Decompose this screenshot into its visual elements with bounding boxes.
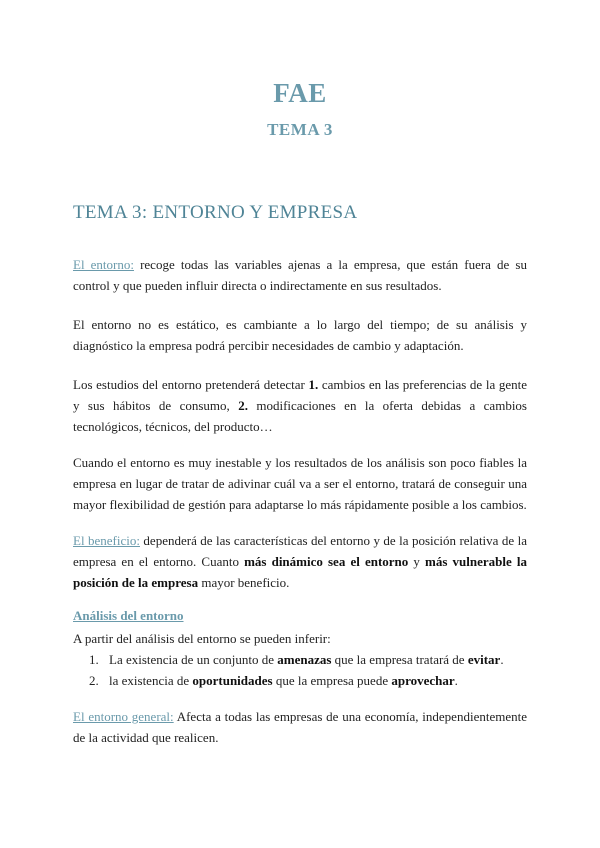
list-item: [73, 649, 527, 670]
paragraph-inestable: [73, 452, 527, 515]
paragraph-text: El entorno no es estático, es cambiante a lo largo del tiempo; de su análisis y diagnóstico la empresa podrá percibir necesidades de cambio y adaptación.: [73, 317, 527, 353]
paragraph-entorno-general: [73, 706, 527, 748]
analysis-list: [73, 628, 527, 691]
document-subtitle: TEMA 3: [267, 120, 333, 139]
bold-number: 1.: [308, 377, 319, 392]
paragraph-text: cambios en las preferencias de la gente y sus hábitos de consumo,: [73, 377, 527, 413]
paragraph-entorno-cambiante: [73, 314, 527, 356]
term-el-entorno-general: El entorno general:: [73, 709, 174, 724]
bold-number: 2.: [238, 398, 248, 413]
paragraph-text: modificaciones en la oferta debidas a cambios tecnológicos, técnicos, del producto…: [73, 398, 527, 434]
term-el-beneficio: El beneficio:: [73, 533, 140, 548]
bold-text: más dinámico sea el entorno: [244, 554, 409, 569]
analysis-intro: A partir del análisis del entorno se pueden inferir:: [73, 631, 331, 646]
term-el-entorno: El entorno:: [73, 257, 134, 272]
list-text-part: la existencia de: [109, 673, 193, 688]
paragraph-entorno: [73, 254, 527, 296]
list-text-part: .: [500, 652, 504, 667]
paragraph-text: Los estudios del entorno pretenderá detectar: [73, 377, 309, 392]
paragraph-text: Cuando el entorno es muy inestable y los resultados de los análisis son poco fiables la empresa en lugar de tratar de adivinar cuál va a ser el entorno, tratará de conseguir una mayor flexibilidad de gestión para adaptarse lo más rápidamente posible a los cambios.: [73, 455, 527, 512]
list-text-part: La existencia de un conjunto de: [109, 652, 278, 667]
paragraph-text: dependerá de las características del entorno y de la posición relativa de la empresa en el entorno. Cuanto: [73, 533, 527, 569]
paragraph-text: Afecta a todas las empresas de una economía, independientemente de la actividad que realicen.: [73, 709, 527, 745]
paragraph-beneficio: [73, 530, 527, 593]
list-number: 1.: [89, 652, 99, 667]
section-heading: TEMA 3: ENTORNO Y EMPRESA: [73, 202, 358, 223]
list-text: [109, 670, 458, 691]
bold-text: aprovechar: [391, 673, 455, 688]
list-text-part: que la empresa tratará de: [331, 652, 468, 667]
list-text-part: que la empresa puede: [272, 673, 392, 688]
list-number: 2.: [89, 673, 99, 688]
analysis-heading: Análisis del entorno: [73, 608, 184, 623]
list-text: [109, 649, 504, 670]
bold-text: más vulnerable la posición de la empresa: [73, 554, 527, 590]
paragraph-text: recoge todas las variables ajenas a la empresa, que están fuera de su control y que pueden influir directa o indirectamente en sus resultados.: [73, 257, 527, 293]
list-text-part: .: [454, 673, 458, 688]
bold-text: evitar: [467, 652, 501, 667]
document-title: FAE: [273, 78, 327, 108]
bold-text: amenazas: [277, 652, 332, 667]
list-item: [73, 670, 527, 691]
paragraph-estudios: [73, 374, 527, 437]
bold-text: oportunidades: [192, 673, 273, 688]
paragraph-text: y: [408, 554, 426, 569]
paragraph-text: mayor beneficio.: [198, 575, 290, 590]
